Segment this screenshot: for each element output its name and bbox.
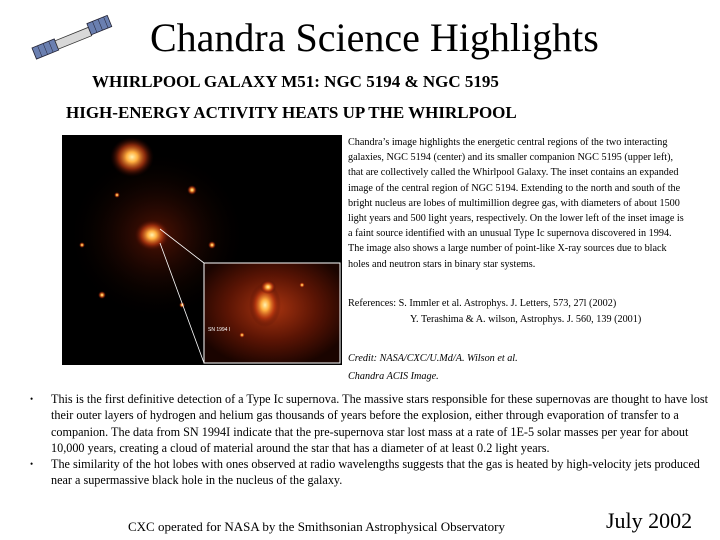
references — [348, 296, 708, 328]
list-item — [30, 456, 710, 489]
list-item — [30, 391, 710, 456]
reference-line: References: S. Immler et al. Astrophys. J. Letters, 573, 27l (2002) — [348, 298, 617, 309]
bullet-icon: • — [30, 459, 34, 470]
credit-line: Credit: NASA/CXC/U.Md/A. Wilson et al. — [348, 353, 518, 364]
reference-line: Y. Terashima & A. wilson, Astrophys. J. 560, 139 (2001) — [410, 313, 642, 325]
date: July 2002 — [606, 508, 693, 533]
image-description — [348, 135, 688, 272]
galaxy-xray-image — [62, 135, 342, 365]
bullet-text: This is the first definitive detection of a Type Ic supernova. The massive stars responsible for these supernovas are thought to have lost their outer layers of hydrogen and helium gas thousands of years before the explosion, either through evaporation of transfer to a companion. The data from SN 1994I indicate that the pre-supernova star lost mass at a rate of 1E-5 solar masses per year for about 10,000 years, creating a cloud of material around the star that has a diameter of at least 0.2 light years. — [51, 392, 708, 455]
bullet-icon: • — [30, 394, 34, 404]
inset-label: SN 1994 I — [208, 327, 231, 333]
bullet-list — [30, 391, 710, 489]
image-credit — [348, 350, 648, 385]
chandra-satellite-icon — [30, 10, 116, 70]
bullet-text: The similarity of the hot lobes with ones observed at radio wavelengths suggests that the gas is heated by high-velocity jets produced near a supermassive black hole in the nucleus of the galaxy. — [51, 457, 700, 488]
highlight-heading: HIGH-ENERGY ACTIVITY HEATS UP THE WHIRLPOOL — [66, 103, 517, 122]
page-title: Chandra Science Highlights — [150, 15, 599, 60]
description-text: Chandra’s image highlights the energetic central regions of the two interacting galaxies, NGC 5194 (center) and its smaller companion NGC 5195 (upper left), that are collectively called the Whirlpool Galaxy. The inset contains an expanded image of the central region of NGC 5194. Extending to the north and south of the bright nucleus are lobes of multimillion degree gas, with diameters of about 1500 light years and 500 light years, respectively. On the lower left of the inset image is a faint source identified with an unusual Type Ic supernova discovered in 1994. The image also shows a large number of point-like X-ray sources due to black holes and neutron stars in binary star systems. — [348, 137, 684, 270]
footer-credit: CXC operated for NASA by the Smithsonian Astrophysical Observatory — [128, 519, 505, 534]
credit-line: Chandra ACIS Image. — [348, 370, 439, 382]
galaxy-name-heading: WHIRLPOOL GALAXY M51: NGC 5194 & NGC 5195 — [92, 72, 499, 91]
